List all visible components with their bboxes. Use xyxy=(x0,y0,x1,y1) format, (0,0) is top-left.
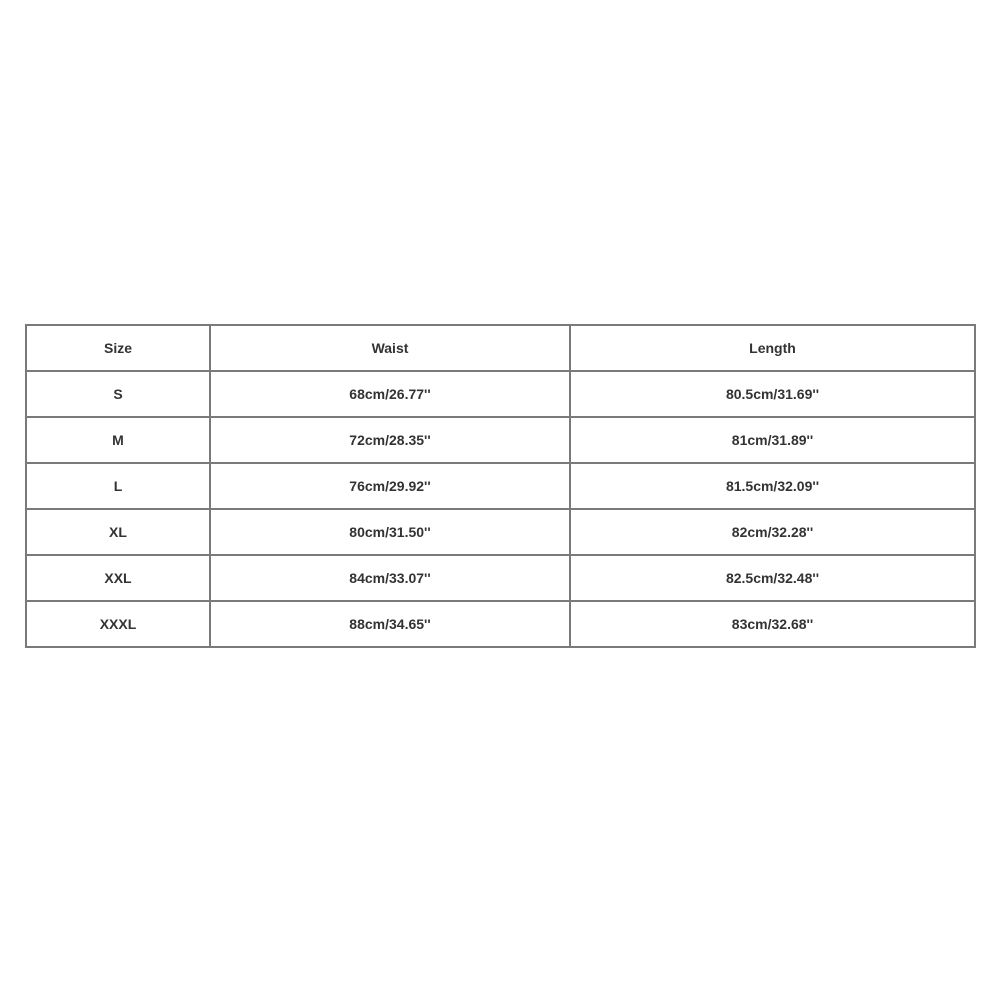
size-cell: L xyxy=(26,463,210,509)
length-cell: 80.5cm/31.69'' xyxy=(570,371,975,417)
waist-cell: 88cm/34.65'' xyxy=(210,601,570,647)
size-chart-table xyxy=(25,324,976,648)
size-cell: M xyxy=(26,417,210,463)
table-row xyxy=(26,555,975,601)
table-row xyxy=(26,371,975,417)
table-row xyxy=(26,509,975,555)
waist-cell: 76cm/29.92'' xyxy=(210,463,570,509)
size-cell: XL xyxy=(26,509,210,555)
waist-cell: 80cm/31.50'' xyxy=(210,509,570,555)
size-cell: XXXL xyxy=(26,601,210,647)
table-row xyxy=(26,601,975,647)
table-row xyxy=(26,463,975,509)
length-cell: 82.5cm/32.48'' xyxy=(570,555,975,601)
header-waist: Waist xyxy=(210,325,570,371)
length-cell: 81cm/31.89'' xyxy=(570,417,975,463)
length-cell: 82cm/32.28'' xyxy=(570,509,975,555)
header-length: Length xyxy=(570,325,975,371)
length-cell: 81.5cm/32.09'' xyxy=(570,463,975,509)
size-cell: S xyxy=(26,371,210,417)
size-cell: XXL xyxy=(26,555,210,601)
waist-cell: 68cm/26.77'' xyxy=(210,371,570,417)
waist-cell: 72cm/28.35'' xyxy=(210,417,570,463)
header-size: Size xyxy=(26,325,210,371)
table-row xyxy=(26,417,975,463)
waist-cell: 84cm/33.07'' xyxy=(210,555,570,601)
length-cell: 83cm/32.68'' xyxy=(570,601,975,647)
table-header-row xyxy=(26,325,975,371)
